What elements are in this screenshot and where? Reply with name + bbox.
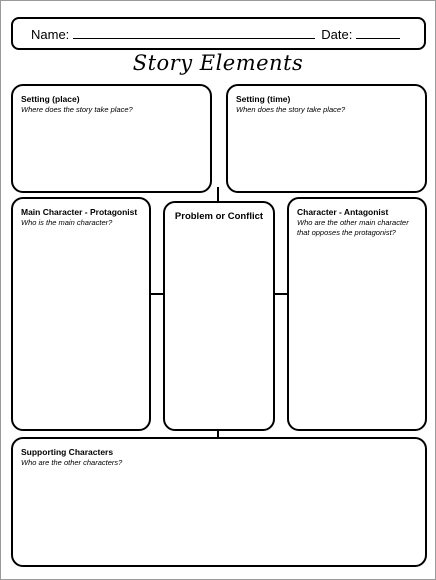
name-field-line[interactable] (73, 26, 315, 39)
setting-time-prompt: When does the story take place? (236, 105, 346, 114)
setting-time-heading: Setting (time) (236, 94, 291, 104)
setting-place-heading: Setting (place) (21, 94, 80, 104)
name-label: Name: (31, 27, 70, 42)
page-title: Story Elements (132, 51, 304, 75)
setting-time-box[interactable] (226, 84, 427, 193)
connector-right (275, 293, 287, 295)
date-field-line[interactable] (356, 26, 400, 39)
antagonist-prompt: Who are the other main character that opposes the protagonist? (297, 218, 409, 237)
protagonist-heading: Main Character - Protagonist (21, 207, 138, 217)
date-label: Date: (321, 27, 353, 42)
supporting-characters-box[interactable] (11, 437, 427, 567)
protagonist-box[interactable] (11, 197, 151, 431)
setting-place-box[interactable] (11, 84, 212, 193)
problem-heading: Problem or Conflict (174, 211, 264, 222)
problem-box[interactable] (163, 201, 275, 431)
antagonist-box[interactable] (287, 197, 427, 431)
name-date-row (31, 26, 414, 42)
supporting-prompt: Who are the other characters? (21, 458, 123, 467)
setting-place-prompt: Where does the story take place? (21, 105, 133, 114)
protagonist-prompt: Who is the main character? (21, 218, 113, 227)
supporting-heading: Supporting Characters (21, 447, 114, 457)
name-date-bar (11, 17, 426, 50)
antagonist-heading: Character - Antagonist (297, 207, 389, 217)
connector-left (151, 293, 163, 295)
